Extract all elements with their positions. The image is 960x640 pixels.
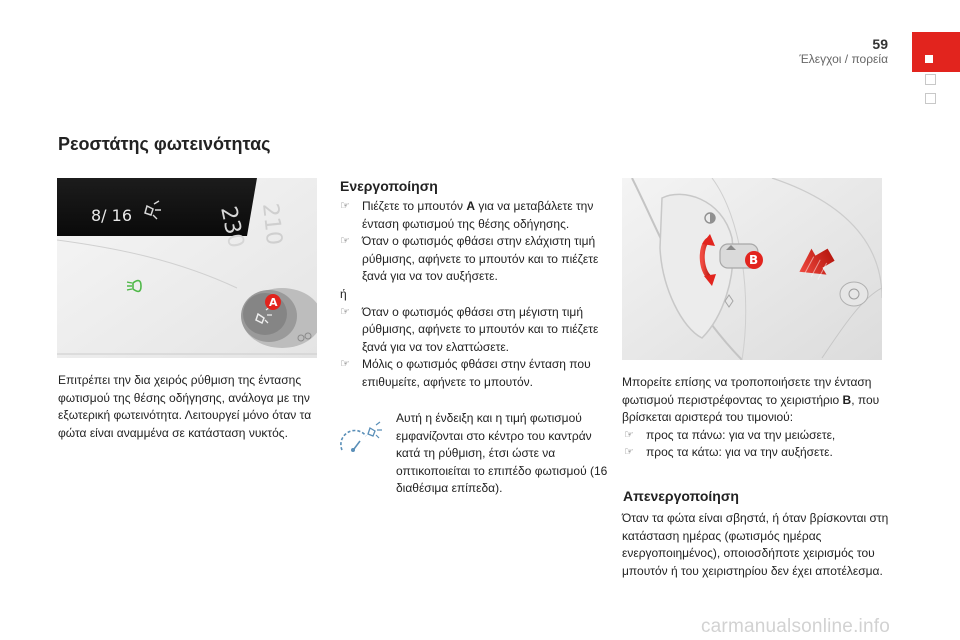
chapter-tab xyxy=(912,32,960,72)
dash-display-time: 8/ 16 xyxy=(91,206,133,225)
page-number: 59 xyxy=(872,36,888,52)
wheel-step-up: ☞ προς τα πάνω: για να την μειώσετε, xyxy=(622,427,894,445)
bullet-icon: ☞ xyxy=(624,428,634,441)
lighting-level-icon xyxy=(336,418,384,458)
section-header: Έλεγχοι / πορεία xyxy=(799,52,888,66)
callout-b-label: B xyxy=(749,253,759,267)
steering-wheel-photo xyxy=(622,178,882,360)
bullet-icon: ☞ xyxy=(340,305,350,318)
activation-steps xyxy=(338,198,614,392)
deactivation-text: Όταν τα φώτα είναι σβηστά, ή όταν βρίσκονται στη κατάσταση ημέρας (φωτισμός ημέρας ενεργοποιημένος), οποιοσδήποτε χειρισμός του μπουτόν ή του χειριστηρίου δεν έχει αποτέλεσμα. xyxy=(622,511,889,578)
bullet-icon: ☞ xyxy=(340,358,350,371)
speed-label-210: 210 xyxy=(257,202,287,247)
deactivation-heading: Απενεργοποίηση xyxy=(623,488,739,504)
chapter-tab-square-icon xyxy=(925,55,933,63)
callout-a-label: A xyxy=(269,296,278,309)
chapter-tab-empty-icon xyxy=(925,74,936,85)
activation-step-1: ☞ Πιέζετε το μπουτόν A για να μεταβάλετε την ένταση φωτισμού της θέσης οδήγησης. xyxy=(340,199,594,231)
activation-step-3: ☞ Όταν ο φωτισμός φθάσει στη μέγιστη τιμή ρύθμισης, αφήνετε το μπουτόν και το πιέζετε ξανά για να τον ελαττώσετε. xyxy=(340,304,599,354)
watermark: carmanualsonline.info xyxy=(700,616,890,637)
page-title: Ρεοστάτης φωτεινότητας xyxy=(58,134,271,154)
activation-heading: Ενεργοποίηση xyxy=(340,178,438,194)
or-separator: ή xyxy=(340,286,347,301)
speed-label-230: 230 xyxy=(215,204,249,251)
bullet-icon: ☞ xyxy=(624,446,634,459)
note-text: Αυτή η ένδειξη και η τιμή φωτισμού εμφανίζονται στο κέντρο του καντράν κατά τη ρύθμιση, έτσι ώστε να οπτικοποιείται το επιπέδο φωτισμού (16 διαθέσιμα επίπεδα). xyxy=(396,411,608,496)
activation-step-4: ☞ Μόλις ο φωτισμός φθάσει στην ένταση που επιθυμείτε, αφήνετε το μπουτόν. xyxy=(340,357,591,389)
wheel-step-down: ☞ προς τα κάτω: για να την αυξήσετε. xyxy=(622,444,894,462)
bullet-icon: ☞ xyxy=(340,200,350,212)
wheel-text xyxy=(622,374,894,462)
dashboard-photo xyxy=(57,178,317,358)
wheel-intro: Μπορείτε επίσης να τροποποιήσετε την ένταση φωτισμού περιστρέφοντας το χειριστήριο B, που βρίσκεται αριστερά του τιμονιού: xyxy=(622,375,880,425)
intro-text: Επιτρέπει την δια χειρός ρύθμιση της έντασης φωτισμού της θέσης οδήγησης, ανάλογα με την εξωτερική φωτεινότητα. Λειτουργεί μόνο όταν τα φώτα είναι αναμμένα σε κατάσταση νυκτός. xyxy=(58,373,312,440)
activation-step-2: ☞ Όταν ο φωτισμός φθάσει στην ελάχιστη τιμή ρύθμισης, αφήνετε το μπουτόν και το πιέζετε ξανά για να τον αυξήσετε. xyxy=(340,234,599,284)
bullet-icon: ☞ xyxy=(340,235,350,248)
chapter-tab-empty-icon xyxy=(925,93,936,104)
